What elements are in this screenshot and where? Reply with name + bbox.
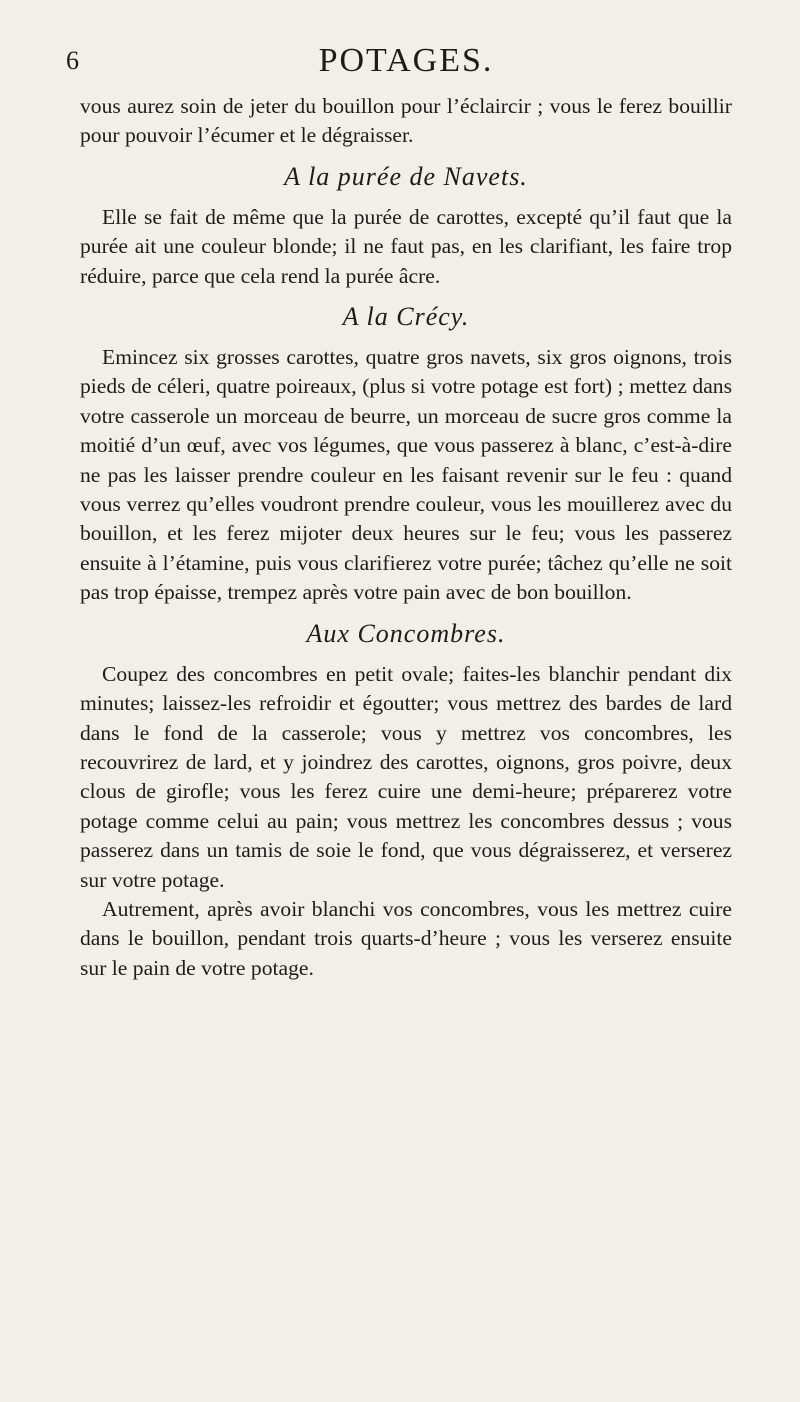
page-number: 6 <box>66 46 80 75</box>
running-title: POTAGES. <box>318 42 494 79</box>
paragraph-crecy: Emincez six grosses carottes, quatre gros navets, six gros oignons, trois pieds de céleri, quatre poireaux, (plus si votre potage est fort) ; mettez dans votre casserole un morceau de beurre, un morceau de sucre gros comme la moitié d’un œuf, avec vos légumes, que vous passerez à blanc, c’est-à-dire ne pas les laisser prendre couleur en les faisant revenir sur le feu : quand vous verrez qu’elles voudront prendre couleur, vous les mouillerez avec du bouillon, et les ferez mijoter deux heures sur le feu; vous les passerez ensuite à l’étamine, puis vous clarifierez votre purée; tâchez qu’elle ne soit pas trop épaisse, trempez après votre pain avec de bon bouillon. <box>80 345 732 605</box>
section-heading-navets: A la purée de Navets. <box>284 161 528 191</box>
running-head <box>66 42 732 92</box>
page-body <box>80 92 732 983</box>
section-heading-concombres: Aux Concombres. <box>306 618 506 648</box>
paragraph-concombres: Coupez des concombres en petit ovale; faites-les blanchir pendant dix minutes; laissez-les refroidir et égoutter; vous mettrez des bardes de lard dans le fond de la casserole; vous y mettrez vos concombres, les recouvrirez de lard, et y joindrez des carottes, oignons, gros poivre, deux clous de girofle; vous les ferez cuire une demi-heure; préparerez votre potage comme celui au pain; vous mettrez les concombres dessus ; vous passerez dans un tamis de soie le fond, que vous dégraisserez, et verserez sur votre potage. <box>80 661 732 892</box>
paragraph-navets: Elle se fait de même que la purée de carottes, excepté qu’il faut que la purée ait une couleur blonde; il ne faut pas, en les clarifiant, les faire trop réduire, parce que cela rend la purée âcre. <box>80 204 732 288</box>
section-heading-crecy: A la Crécy. <box>342 302 470 332</box>
continued-paragraph: vous aurez soin de jeter du bouillon pour l’éclaircir ; vous le ferez bouillir pour pouvoir l’écumer et le dégraisser. <box>80 94 732 148</box>
paragraph-autrement: Autrement, après avoir blanchi vos concombres, vous les mettrez cuire dans le bouillon, pendant trois quarts-d’heure ; vous les verserez ensuite sur le pain de votre potage. <box>80 896 732 980</box>
